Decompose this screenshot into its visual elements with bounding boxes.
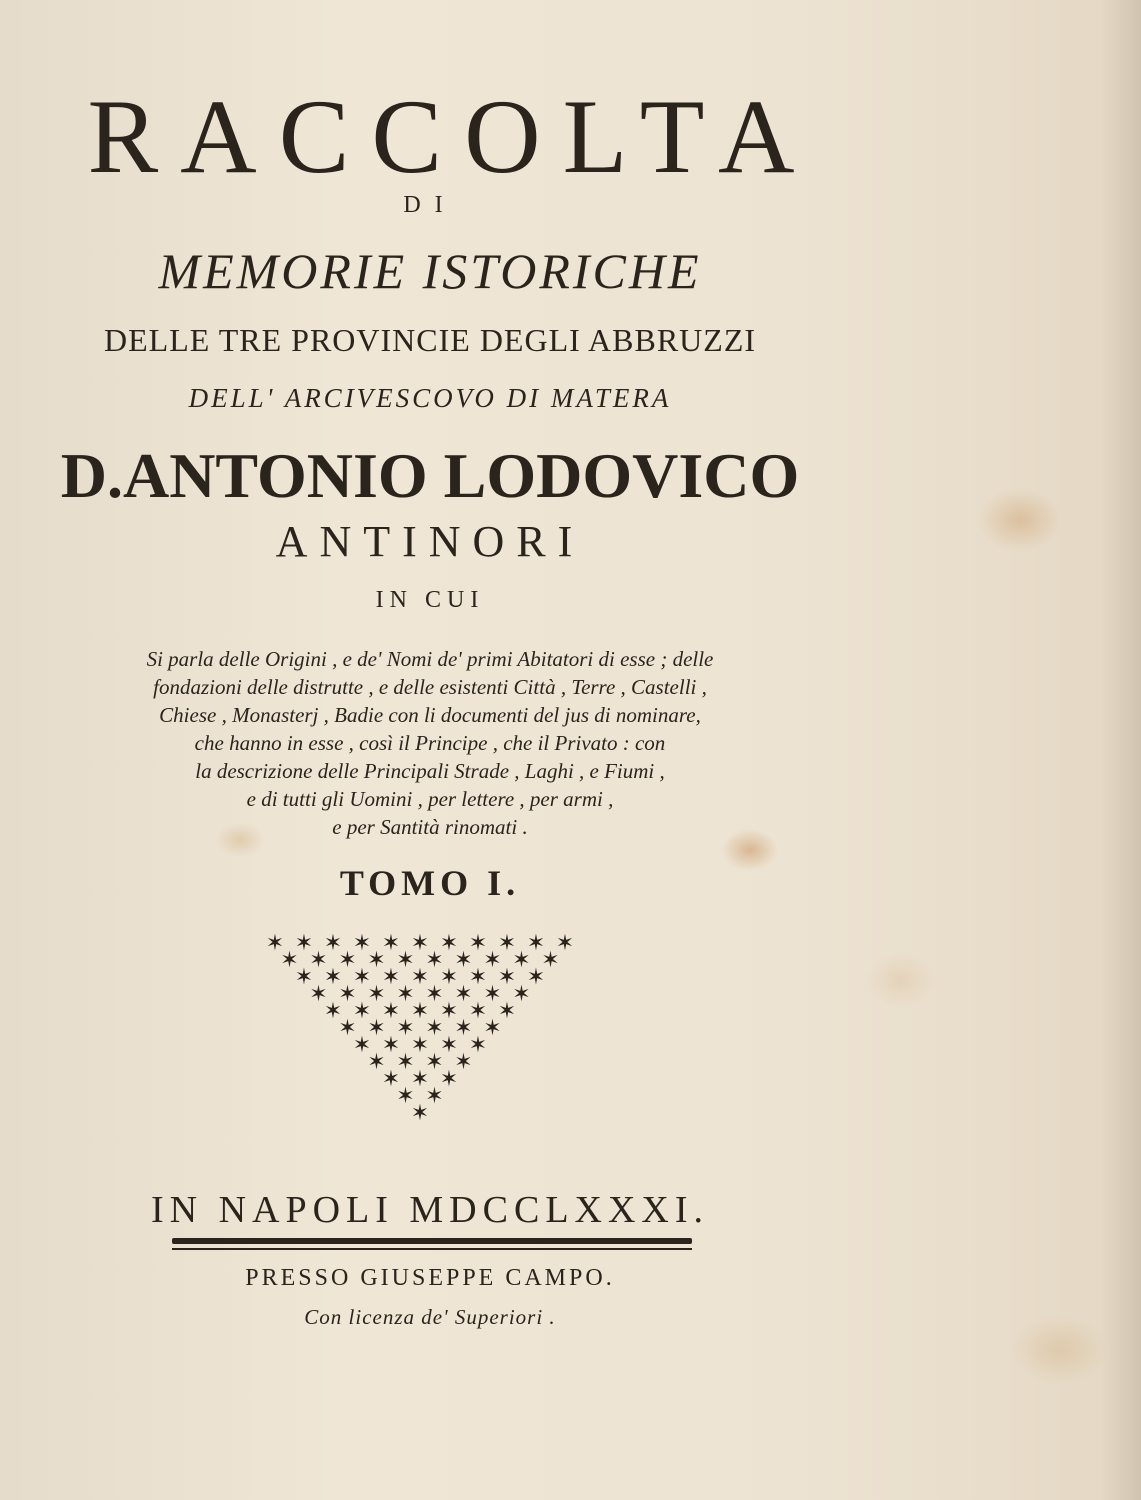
ornament-star: ✶ [425,1084,444,1109]
ornament-star: ✶ [425,1016,444,1041]
ornament-star: ✶ [338,982,357,1007]
ornament-star: ✶ [396,1084,415,1109]
description-line: Chiese , Monasterj , Badie con li documenti del jus di nominare, [159,703,701,727]
ornament-star: ✶ [352,931,372,956]
ornament-star: ✶ [410,1101,430,1126]
ornament-star: ✶ [352,965,372,990]
title-connector: DI [403,192,457,218]
ornament-star: ✶ [454,1050,473,1075]
ornament-star: ✶ [410,999,430,1024]
ornament-star: ✶ [352,1033,372,1058]
printer-line: PRESSO GIUSEPPE CAMPO. [245,1265,615,1291]
ornament-star: ✶ [309,982,328,1007]
imprint-place-date: IN NAPOLI MDCCLXXXI. [150,1189,710,1231]
ornament-star: ✶ [439,999,459,1024]
license-line: Con licenza de' Superiori . [304,1305,556,1329]
ornament-star: ✶ [294,965,314,990]
ornament-star: ✶ [497,965,517,990]
ornament-star: ✶ [280,948,299,973]
ornament-star: ✶ [468,965,488,990]
ornament-star: ✶ [396,982,415,1007]
ornament-star: ✶ [381,1067,401,1092]
ornament-star: ✶ [352,999,372,1024]
ornament-star: ✶ [367,982,386,1007]
ornament-star: ✶ [439,1067,459,1092]
description-line: fondazioni delle distrutte , e delle esistenti Città , Terre , Castelli , [153,675,707,699]
ornament-star: ✶ [512,948,531,973]
ornament-star: ✶ [381,999,401,1024]
ornament-star: ✶ [323,999,343,1024]
rule-thin [172,1248,692,1250]
description-line: che hanno in esse , così il Principe , che il Privato : con [194,731,666,755]
ornament-star: ✶ [396,1016,415,1041]
ornament-star: ✶ [512,982,531,1007]
ornament-star: ✶ [338,1016,357,1041]
description-line: Si parla delle Origini , e de' Nomi de' primi Abitatori di esse ; delle [146,647,714,671]
ornament-star: ✶ [381,931,401,956]
ornament-star: ✶ [323,931,343,956]
ornament-star: ✶ [454,982,473,1007]
ornament-star: ✶ [338,948,357,973]
double-rule-divider [172,1238,692,1252]
ornament-star: ✶ [396,948,415,973]
ornament-star: ✶ [468,1033,488,1058]
ornament-star: ✶ [483,948,502,973]
author-name: D.ANTONIO LODOVICO [60,440,800,511]
ornament-star: ✶ [425,948,444,973]
main-title: RACCOLTA [87,78,817,195]
ornament-star: ✶ [483,1016,502,1041]
ornament-star: ✶ [425,982,444,1007]
ornament-star: ✶ [454,1016,473,1041]
subtitle-line2: DELLE TRE PROVINCIE DEGLI ABBRUZZI [103,322,757,358]
ornament-star: ✶ [497,931,517,956]
volume-label: TOMO I. [339,863,521,903]
in-cui-label: IN CUI [375,587,485,613]
ornament-star: ✶ [555,931,575,956]
ornament-star: ✶ [410,965,430,990]
description-line: la descrizione delle Principali Strade , Laghi , e Fiumi , [195,759,665,783]
description-line: e di tutti gli Uomini , per lettere , per armi , [246,787,614,811]
ornament-star: ✶ [410,931,430,956]
author-surname: ANTINORI [275,517,585,566]
ornament-star: ✶ [367,1050,386,1075]
ornament-star: ✶ [410,1067,430,1092]
ornament-star: ✶ [468,931,488,956]
ornament-star: ✶ [439,965,459,990]
subtitle: MEMORIE ISTORICHE [158,243,702,299]
ornament-star: ✶ [439,931,459,956]
page-gutter-shadow [1101,0,1141,1500]
ornament-star: ✶ [381,965,401,990]
ornament-star: ✶ [526,965,546,990]
ornament-star: ✶ [410,1033,430,1058]
ornament-star: ✶ [454,948,473,973]
ornament-star: ✶ [483,982,502,1007]
ornament-star: ✶ [367,948,386,973]
ornament-star: ✶ [381,1033,401,1058]
ornament-star: ✶ [526,931,546,956]
rule-thick [172,1238,692,1244]
ornament-star: ✶ [425,1050,444,1075]
ornament-star: ✶ [439,1033,459,1058]
author-role: DELL' ARCIVESCOVO DI MATERA [188,383,672,413]
ornament-star: ✶ [396,1050,415,1075]
ornament-star: ✶ [367,1016,386,1041]
star-triangle-ornament-icon [250,928,590,1128]
description-line: e per Santità rinomati . [332,815,528,839]
ornament-star: ✶ [309,948,328,973]
ornament-star: ✶ [265,931,285,956]
ornament-star: ✶ [323,965,343,990]
ornament-star: ✶ [468,999,488,1024]
ornament-star: ✶ [294,931,314,956]
ornament-star: ✶ [541,948,560,973]
ornament-star: ✶ [497,999,517,1024]
